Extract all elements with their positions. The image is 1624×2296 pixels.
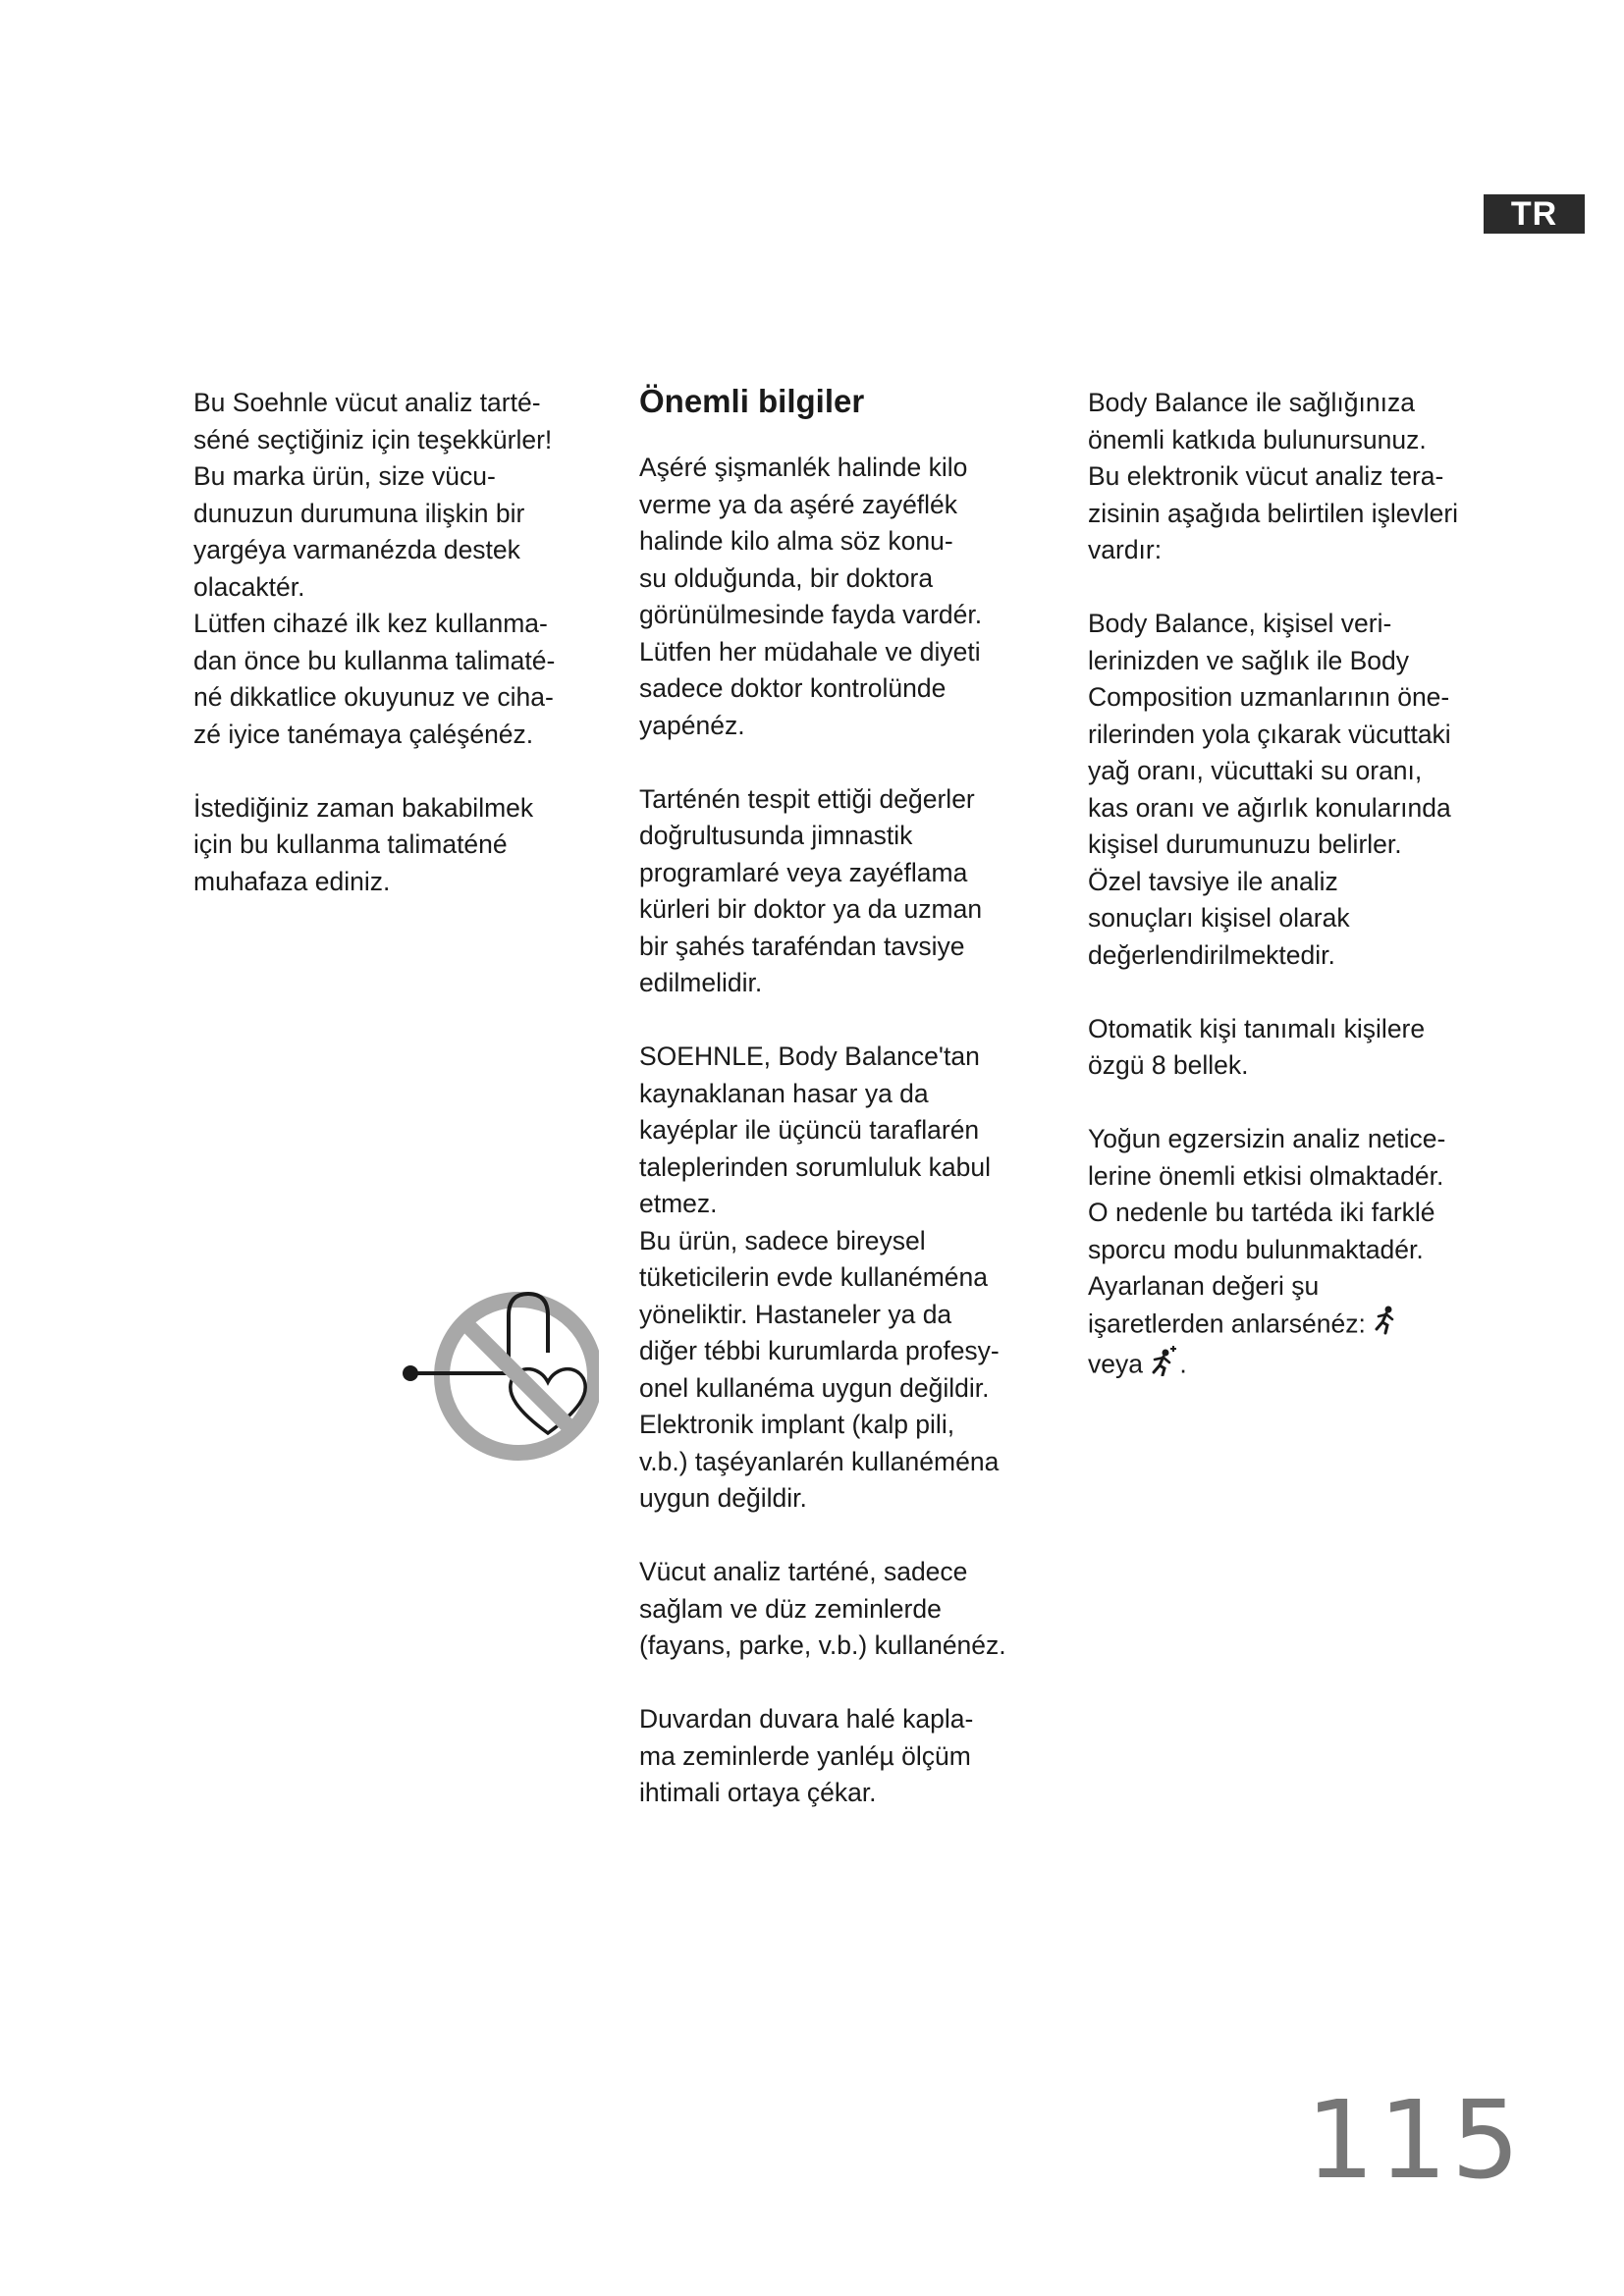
feature-paragraph-1: Body Balance ile sağlığınıza önemli katkıda bulunursunuz. Bu elektronik vücut analiz tera- zisinin aşağıda belirtilen işlevleri vardır: <box>1088 388 1459 564</box>
sport-mode-text: Yoğun egzersizin analiz netice- lerine önemli etkisi olmaktadér. O nedenle bu tartéda iki farklé sporcu modu bulunmaktadér. Ayarlanan değeri şu işaretlerden anlarsénéz: <box>1088 1124 1446 1338</box>
features-column <box>1088 385 1520 1423</box>
info-paragraph-5: Duvardan duvara halé kapla- ma zeminlerde yanléµ ölçüm ihtimali ortaya çékar. <box>639 1704 974 1807</box>
info-paragraph-3: SOEHNLE, Body Balance'tan kaynaklanan hasar ya da kayéplar ile üçüncü taraflarén taleplerinden sorumluluk kabul etmez. Bu ürün, sadece bireysel tüketicilerin evde kullanéména yöneliktir. Hastaneler ya da diğer tébbi kurumlarda profesy- onel kullanéma uygun değildir. Elektronik implant (kalp pili, v.b.) taşéyanlarén kullanéména uygun değildir. <box>639 1041 1000 1513</box>
feature-paragraph-4 <box>1088 1121 1520 1345</box>
sport-mode-alt <box>1088 1345 1520 1387</box>
page-number: 115 <box>1306 2077 1524 2203</box>
no-pacemaker-icon <box>403 1286 599 1463</box>
end-period: . <box>1179 1349 1187 1379</box>
keep-manual-paragraph: İstediğiniz zaman bakabilmek için bu kullanma talimaténé muhafaza ediniz. <box>193 792 534 896</box>
important-info-column <box>639 385 1071 1848</box>
intro-paragraph: Bu Soehnle vücut analiz tarté- séné seçtiğiniz için teşekkürler! Bu marka ürün, size vücu- dunuzun durumuna ilişkin bir yargéya varmanézda destek olacaktér. Lütfen cihazé ilk kez kullanma- dan önce bu kullanma talimaté- né dikkatlice okuyunuz ve ciha- zé iyice tanémaya çaléşénéz. <box>193 388 556 749</box>
feature-paragraph-3: Otomatik kişi tanımalı kişilere özgü 8 bellek. <box>1088 1013 1426 1080</box>
runner-plus-icon <box>1150 1345 1179 1387</box>
feature-paragraph-2: Body Balance, kişisel veri- lerinizden ve sağlık ile Body Composition uzmanlarının öne- rilerinden yola çıkarak vücuttaki yağ oranı, vücuttaki su oranı, kas oranı ve ağırlık konularında kişisel durumunuzu belirler. Özel tavsiye ile analiz sonuçları kişisel olarak değerlendirilmektedir. <box>1088 609 1451 970</box>
intro-column <box>193 385 606 937</box>
section-heading: Önemli bilgiler <box>639 383 865 419</box>
info-paragraph-1: Aşéré şişmanlék halinde kilo verme ya da aşéré zayéflék halinde kilo alma söz konu- su olduğunda, bir doktora görünülmesinde fayda vardér. Lütfen her müdahale ve diyeti sadece doktor kontrolünde yapénéz. <box>639 453 983 740</box>
language-tab: TR <box>1484 194 1585 234</box>
or-text: veya <box>1088 1349 1143 1379</box>
info-paragraph-2: Tarténén tespit ettiği değerler doğrultusunda jimnastik programlaré veya zayéflama kürleri bir doktor ya da uzman bir şahés taraféndan tavsiye edilmelidir. <box>639 783 983 997</box>
info-paragraph-4: Vücut analiz tarténé, sadece sağlam ve düz zeminlerde (fayans, parke, v.b.) kullanénéz. <box>639 1557 1006 1660</box>
runner-icon <box>1373 1306 1398 1346</box>
